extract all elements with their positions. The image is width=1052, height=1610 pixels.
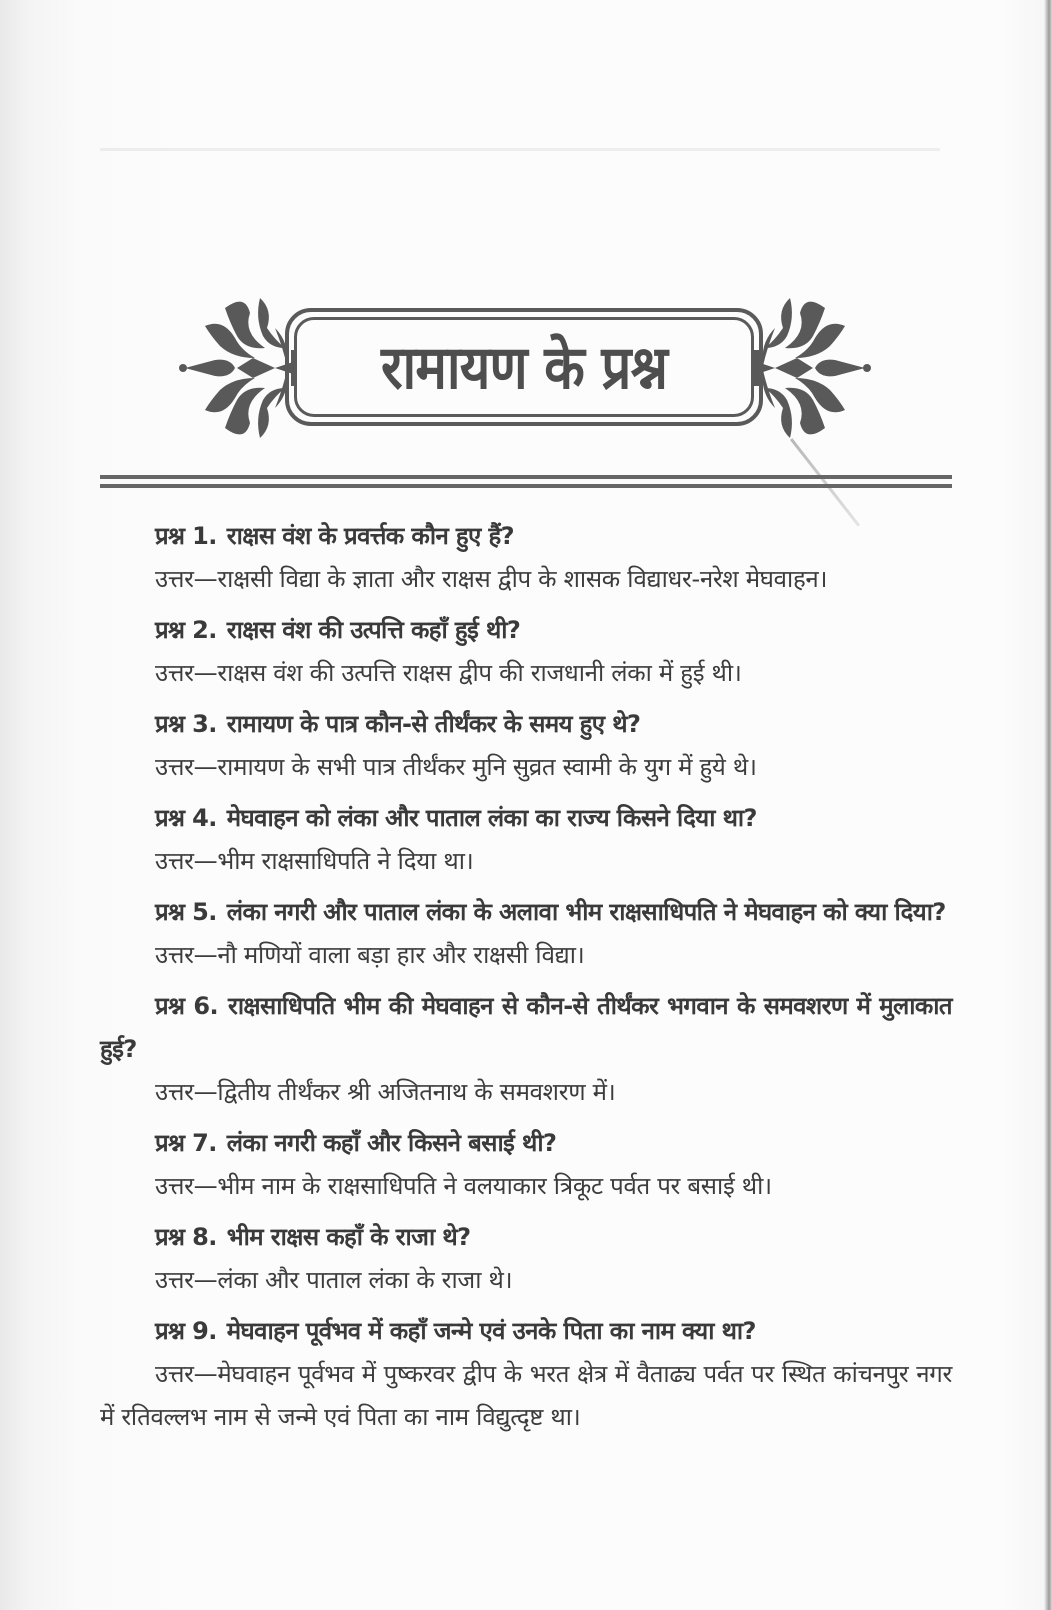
- question-number: प्रश्न 7.: [155, 1129, 217, 1157]
- question: [100, 515, 952, 558]
- answer-label: उत्तर—: [155, 1360, 218, 1388]
- question-text: मेघवाहन पूर्वभव में कहाँ जन्मे एवं उनके पिता का नाम क्या था?: [226, 1317, 756, 1345]
- answer: [100, 652, 952, 695]
- question-number: प्रश्न 2.: [155, 616, 217, 644]
- floral-ornament-right-icon: [745, 288, 875, 448]
- answer-label: उत्तर—: [155, 941, 218, 969]
- answer: [100, 1353, 952, 1439]
- answer: [100, 840, 952, 883]
- question: [100, 985, 952, 1071]
- question: [100, 1122, 952, 1165]
- rule-line: [100, 475, 952, 479]
- question-text: राक्षस वंश की उत्पत्ति कहाँ हुई थी?: [226, 616, 521, 644]
- question-number: प्रश्न 6.: [155, 992, 218, 1020]
- qa-item: [100, 1310, 952, 1439]
- answer: [100, 558, 952, 601]
- qa-list: [100, 515, 952, 1439]
- question-text: लंका नगरी कहाँ और किसने बसाई थी?: [226, 1129, 557, 1157]
- answer-text: भीम नाम के राक्षसाधिपति ने वलयाकार त्रिकूट पर्वत पर बसाई थी।: [217, 1172, 772, 1200]
- answer-text: रामायण के सभी पात्र तीर्थंकर मुनि सुव्रत स्वामी के युग में हुये थे।: [217, 753, 757, 781]
- answer-label: उत्तर—: [155, 753, 218, 781]
- question: [100, 797, 952, 840]
- answer-text: भीम राक्षसाधिपति ने दिया था।: [217, 847, 474, 875]
- qa-item: [100, 703, 952, 789]
- rule-line: [100, 484, 952, 488]
- answer-text: राक्षसी विद्या के ज्ञाता और राक्षस द्वीप के शासक विद्याधर-नरेश मेघवाहन।: [217, 565, 828, 593]
- answer-label: उत्तर—: [155, 659, 218, 687]
- answer: [100, 746, 952, 789]
- question: [100, 1310, 952, 1353]
- qa-item: [100, 515, 952, 601]
- answer: [100, 1165, 952, 1208]
- question-number: प्रश्न 1.: [155, 522, 217, 550]
- qa-item: [100, 797, 952, 883]
- question: [100, 1216, 952, 1259]
- qa-item: [100, 1216, 952, 1302]
- question-number: प्रश्न 4.: [155, 804, 217, 832]
- question: [100, 891, 952, 934]
- answer-text: द्वितीय तीर्थंकर श्री अजितनाथ के समवशरण में।: [217, 1078, 616, 1106]
- answer-label: उत्तर—: [155, 1078, 218, 1106]
- question: [100, 703, 952, 746]
- qa-item: [100, 609, 952, 695]
- chapter-title-block: [175, 288, 875, 448]
- qa-item: [100, 891, 952, 977]
- answer-text: मेघवाहन पूर्वभव में पुष्करवर द्वीप के भरत क्षेत्र में वैताढ्य पर्वत पर स्थित कांचनपुर नगर में रतिवल्लभ नाम से जन्मे एवं पिता का नाम विद्युत्दृष्ट था।: [100, 1360, 952, 1431]
- answer-label: उत्तर—: [155, 1266, 218, 1294]
- question-text: राक्षसाधिपति भीम की मेघवाहन से कौन-से तीर्थंकर भगवान के समवशरण में मुलाकात हुई?: [100, 992, 952, 1063]
- qa-item: [100, 1122, 952, 1208]
- answer-label: उत्तर—: [155, 847, 218, 875]
- answer: [100, 934, 952, 977]
- question-number: प्रश्न 8.: [155, 1223, 217, 1251]
- double-rule-divider: [100, 475, 952, 493]
- question-text: मेघवाहन को लंका और पाताल लंका का राज्य किसने दिया था?: [226, 804, 757, 832]
- answer-text: नौ मणियों वाला बड़ा हार और राक्षसी विद्या।: [217, 941, 585, 969]
- answer-text: लंका और पाताल लंका के राजा थे।: [217, 1266, 513, 1294]
- bleed-through-rule: [100, 148, 940, 151]
- answer: [100, 1259, 952, 1302]
- question-number: प्रश्न 5.: [155, 898, 217, 926]
- question-text: भीम राक्षस कहाँ के राजा थे?: [226, 1223, 471, 1251]
- answer: [100, 1071, 952, 1114]
- chapter-title: रामायण के प्रश्न: [380, 333, 668, 403]
- question-number: प्रश्न 9.: [155, 1317, 217, 1345]
- answer-label: उत्तर—: [155, 1172, 218, 1200]
- answer-label: उत्तर—: [155, 565, 218, 593]
- question-text: लंका नगरी और पाताल लंका के अलावा भीम राक्षसाधिपति ने मेघवाहन को क्या दिया?: [226, 898, 946, 926]
- question: [100, 609, 952, 652]
- title-frame: [285, 308, 763, 426]
- answer-text: राक्षस वंश की उत्पत्ति राक्षस द्वीप की राजधानी लंका में हुई थी।: [217, 659, 742, 687]
- question-text: रामायण के पात्र कौन-से तीर्थंकर के समय हुए थे?: [226, 710, 641, 738]
- question-text: राक्षस वंश के प्रवर्त्तक कौन हुए हैं?: [226, 522, 514, 550]
- qa-item: [100, 985, 952, 1114]
- question-number: प्रश्न 3.: [155, 710, 217, 738]
